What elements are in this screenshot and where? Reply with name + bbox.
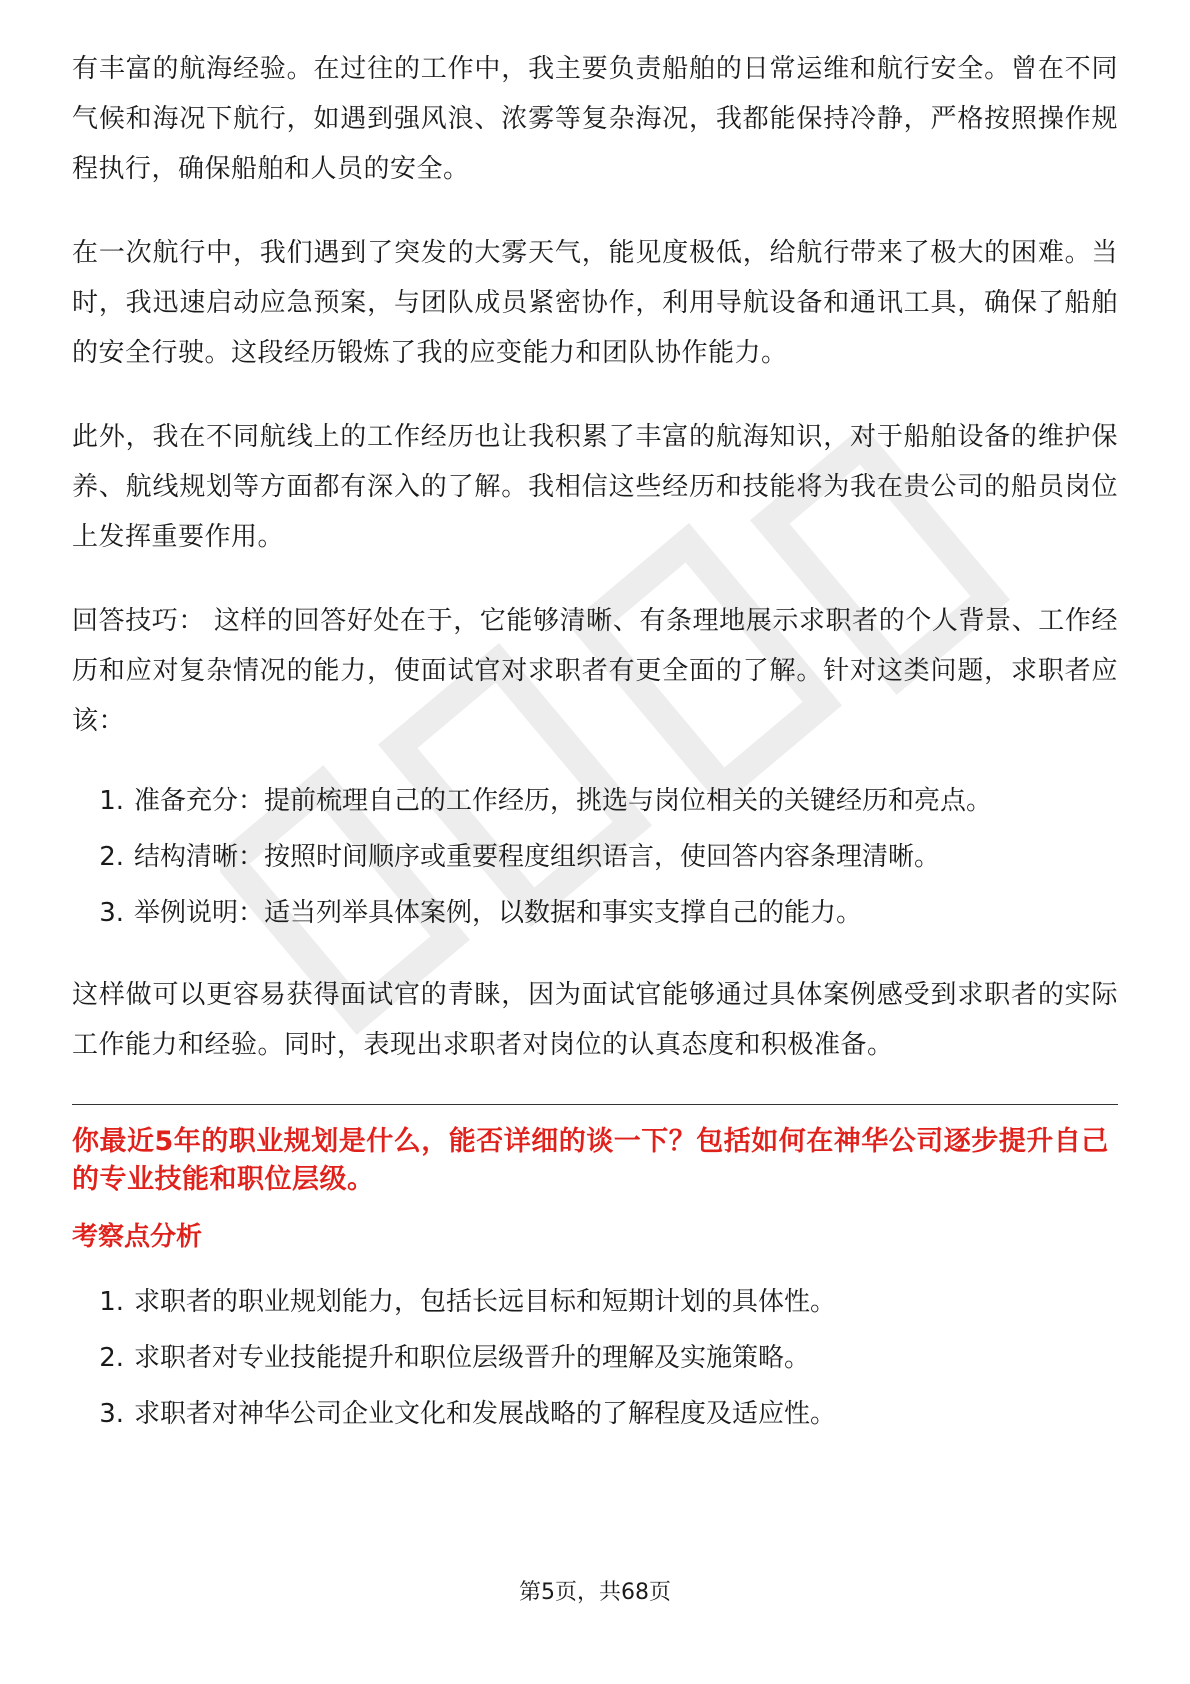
list-text: 举例说明：适当列举具体案例，以数据和事实支撑自己的能力。 — [134, 898, 863, 928]
list-text: 结构清晰：按照时间顺序或重要程度组织语言，使回答内容条理清晰。 — [134, 842, 941, 872]
list-number: 1. — [99, 786, 124, 816]
page-number: 第5页，共68页 — [519, 1580, 671, 1605]
interview-question: 你最近5年的职业规划是什么，能否详细的谈一下？包括如何在神华公司逐步提升自己的专业技能和职位层级。 — [72, 1126, 1109, 1195]
list-item — [72, 1337, 1118, 1379]
list-number: 3. — [99, 898, 124, 928]
list-item — [72, 892, 1118, 934]
section-divider — [72, 1104, 1118, 1105]
analysis-heading: 考察点分析 — [72, 1222, 203, 1252]
paragraph-knowledge: 此外，我在不同航线上的工作经历也让我积累了丰富的航海知识，对于船舶设备的维护保养、航线规划等方面都有深入的了解。我相信这些经历和技能将为我在贵公司的船员岗位上发挥重要作用。 — [72, 422, 1118, 552]
analysis-list — [72, 1281, 1118, 1435]
list-item — [72, 780, 1118, 822]
paragraph-experience: 有丰富的航海经验。在过往的工作中，我主要负责船舶的日常运维和航行安全。曾在不同气候和海况下航行，如遇到强风浪、浓雾等复杂海况，我都能保持冷静，严格按照操作规程执行，确保船舶和人员的安全。 — [72, 54, 1118, 184]
list-text: 求职者对神华公司企业文化和发展战略的了解程度及适应性。 — [134, 1399, 837, 1429]
list-number: 3. — [99, 1399, 124, 1429]
list-item — [72, 1393, 1118, 1435]
document-body — [72, 44, 1118, 1471]
list-number: 2. — [99, 842, 124, 872]
list-text: 准备充分：提前梳理自己的工作经历，挑选与岗位相关的关键经历和亮点。 — [134, 786, 993, 816]
list-text: 求职者对专业技能提升和职位层级晋升的理解及实施策略。 — [134, 1343, 811, 1373]
list-number: 2. — [99, 1343, 124, 1373]
list-item — [72, 836, 1118, 878]
paragraph-closing: 这样做可以更容易获得面试官的青睐，因为面试官能够通过具体案例感受到求职者的实际工作能力和经验。同时，表现出求职者对岗位的认真态度和积极准备。 — [72, 980, 1118, 1060]
paragraph-answer-tips: 回答技巧： 这样的回答好处在于，它能够清晰、有条理地展示求职者的个人背景、工作经历和应对复杂情况的能力，使面试官对求职者有更全面的了解。针对这类问题，求职者应该： — [72, 606, 1118, 736]
list-number: 1. — [99, 1287, 124, 1317]
paragraph-fog-story: 在一次航行中，我们遇到了突发的大雾天气，能见度极低，给航行带来了极大的困难。当时，我迅速启动应急预案，与团队成员紧密协作，利用导航设备和通讯工具，确保了船舶的安全行驶。这段经历锻炼了我的应变能力和团队协作能力。 — [72, 238, 1118, 368]
list-text: 求职者的职业规划能力，包括长远目标和短期计划的具体性。 — [134, 1287, 837, 1317]
tips-list — [72, 780, 1118, 934]
list-item — [72, 1281, 1118, 1323]
